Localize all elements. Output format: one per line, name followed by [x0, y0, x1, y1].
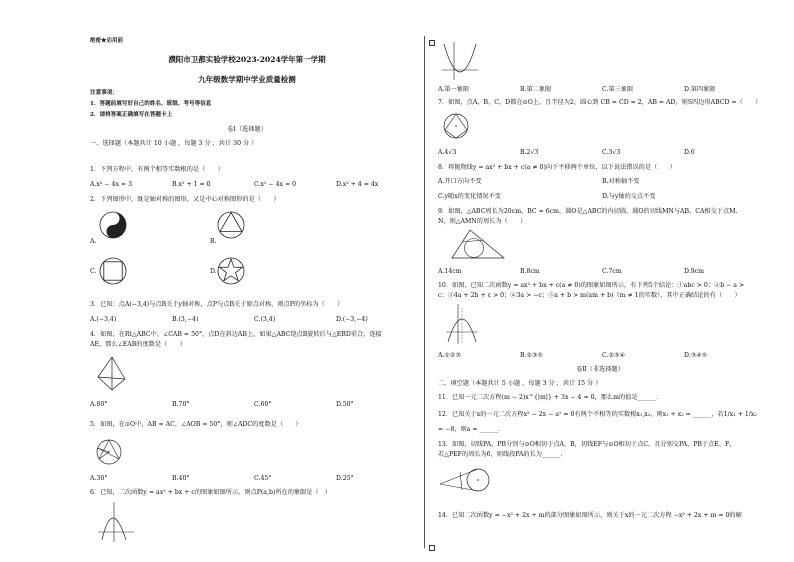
- left-column: [78, 0, 416, 562]
- q7-stem: 7．如图，点A，B，C，D都在⊙O上，且半径为2，圆心到 CB = CD = 2，AB = AD，则S四边形ABCD =（ ）: [438, 99, 762, 106]
- q5-option-d: D.25°: [336, 475, 354, 482]
- q14-stem: 14．已知二次函数y = −x² + 2x + m的部分图象如图所示，则关于x的一元二次方程 −x² + 2x + m = 0的解: [438, 512, 742, 519]
- q5-option-a: A.30°: [90, 475, 108, 482]
- section2-desc: 二、填空题（本题共计 5 小题 ，每题 3 分 ，共计 15 分 ）: [438, 380, 602, 387]
- q12-stem-line1: 12．已知关于x的一元二次方程x² − 2x − a² = 0有两个不相等的实数根x₁,x₂，则x₁ + x₂ = ______，若1/x₁ + 1/x₂: [438, 411, 757, 418]
- q2-option-b: B.: [210, 238, 217, 245]
- q9-option-d: D.9cm: [684, 268, 704, 275]
- q8-option-d: D.与y轴的交点不变: [602, 193, 656, 200]
- section1-desc: 一、选择题（本题共计 10 小题 ，每题 3 分 ，共计 30 分 ）: [90, 140, 258, 147]
- q3-option-b: B.(3,−4): [172, 316, 199, 323]
- exam-subtitle: 九年级数学期中学业质量检测: [198, 75, 296, 84]
- square-in-circle-figure: [98, 256, 128, 286]
- q8-option-c: C.y随x的变化情况不变: [438, 193, 501, 200]
- q8-stem: 8．将抛物线y = ax² + bx + c(a ≠ 0)向下平移两个单位，以下说法错误的是（ ）: [438, 164, 676, 171]
- q3-option-d: D.(−3,−4): [336, 316, 368, 323]
- q12-stem-line2: = −8，则a = ______．: [438, 426, 505, 433]
- q10-option-d: D.③④⑤: [684, 352, 708, 359]
- q9-option-b: B.8cm: [520, 268, 540, 275]
- q2-option-c: C.: [90, 268, 97, 275]
- q3-option-c: C.(3,4): [254, 316, 276, 323]
- note-1: 1．答题前填写好自己的姓名、班级、考号等信息: [90, 101, 212, 107]
- q4-option-d: D.50°: [336, 401, 354, 408]
- q10-stem-line1: 10．如图，已知二次函数y = ax² + bx + c(a ≠ 0)的图象如图所示，有下列5个结论：①abc > 0；②b − a >: [438, 282, 745, 289]
- q6-parabola-figure: [96, 500, 136, 544]
- q6-option-a: A.第一象限: [438, 86, 470, 93]
- q6-stem: 6．已知，二次函数y = ax² + bx + c的图象如图所示，则点P(a,b)所在的象限是（ ）: [90, 489, 332, 496]
- q10-option-a: A.①②③: [438, 352, 462, 359]
- q1-option-a: A.x² − 4x = 3: [90, 181, 133, 188]
- q7-option-d: D.6: [684, 149, 695, 156]
- q4-option-a: A.80°: [90, 401, 108, 408]
- exam-title: 濮阳市卫都实验学校2023-2024学年第一学期: [168, 55, 326, 64]
- q4-stem-line2: AE，那么∠EAB的度数是（ ）: [90, 341, 186, 348]
- q7-option-b: B.2√3: [520, 149, 539, 156]
- q10-option-b: B.②③⑤: [520, 352, 544, 359]
- q3-option-a: A.(−3,4): [90, 316, 117, 323]
- q10-parabola-figure: [444, 302, 480, 346]
- secret-label: 绝密★启用前: [90, 38, 124, 44]
- q3-stem: 3．已知：点A(−3,4)与点B关于y轴对称，点P与点B关于原点对称，则点P的坐标为（ ）: [90, 301, 344, 308]
- triangle-in-circle-figure: [216, 210, 246, 240]
- q4-option-c: C.60°: [254, 401, 272, 408]
- q9-stem-line1: 9．如图，△ABC周长为20cm，BC = 6cm，圆O是△ABC的内切圆，圆O的切线MN与AB，CA相交于点M、: [438, 208, 742, 215]
- column-divider: [424, 36, 425, 548]
- q1-option-d: D.x² + 4 = 4x: [336, 181, 379, 188]
- q6-option-c: C.第三象限: [602, 86, 634, 93]
- note-2: 2．请将答案正确填写在答题卡上: [90, 112, 173, 118]
- q5-option-c: C.45°: [254, 475, 272, 482]
- q2-stem: 2．下列图形中，既是轴对称的图形，又是中心对称图形的是（ ）: [90, 196, 280, 203]
- q7-option-c: C.3√3: [602, 149, 621, 156]
- q9-stem-line2: N，则△AMN的周长为（ ）: [438, 218, 527, 225]
- q5-option-b: B.40°: [172, 475, 190, 482]
- q9-option-c: C.7cm: [602, 268, 622, 275]
- q6-parabola-graph: [440, 40, 480, 82]
- q10-stem-line2: c；③4a + 2b + c > 0；④3a > −c；⑤a + b > m(am + b)（m ≠ 1的实数），其中正确结论的有（ ）: [438, 292, 741, 299]
- q4-triangle-figure: [94, 355, 128, 393]
- q6-option-d: D.第四象限: [684, 86, 716, 93]
- q13-tangent-figure: [438, 460, 498, 500]
- q9-incircle-figure: [450, 226, 506, 262]
- q4-option-b: B.70°: [172, 401, 190, 408]
- q9-option-a: A.14cm: [438, 268, 462, 275]
- section2-title: 卷Ⅱ（非选择题）: [576, 366, 624, 373]
- q4-stem-line1: 4．如图，在Rt△ABC中，∠CAB = 50°，点D在斜边AB上，如果△ABC绕点B旋转后与△EBD重合，连接: [90, 331, 382, 338]
- q8-option-a: A.开口方向不变: [438, 178, 482, 185]
- q13-stem-line1: 13．如图，切线PA、PB分别与⊙O相切于点A、B，切线EF与⊙O相切于点C，且分别交PA、PB于点E、F，: [438, 441, 736, 448]
- q8-option-b: B.对称轴不变: [602, 178, 640, 185]
- q2-option-d: D.: [210, 268, 217, 275]
- yin-yang-figure: [98, 210, 128, 240]
- q5-stem: 5．如图，在⊙O中，AB = AC，∠AOB = 50°，则∠ADC的度数是（ ）: [90, 421, 302, 428]
- q1-option-b: B.x² + 1 = 0: [172, 181, 211, 188]
- q1-option-c: C.x² − 4x = 0: [254, 181, 297, 188]
- notes-heading: 注意事项：: [90, 90, 118, 96]
- q5-circle-figure: [92, 435, 126, 469]
- q7-circle-quadrilateral-figure: [440, 110, 472, 142]
- q7-option-a: A.4√3: [438, 149, 457, 156]
- q13-stem-line2: 若△PEF的周长为6，则线段PA的长为______．: [438, 451, 567, 458]
- star-in-circle-figure: [216, 256, 246, 286]
- q1-stem: 1．下列方程中，有两个相等实数根的是（ ）: [90, 166, 224, 173]
- q6-option-b: B.第二象限: [520, 86, 552, 93]
- q10-option-c: C.②③④: [602, 352, 626, 359]
- section1-title: 卷Ⅰ（选择题）: [227, 126, 267, 133]
- q2-option-a: A.: [90, 238, 97, 245]
- right-column: [434, 0, 766, 562]
- q11-stem: 11．已知一元二次方程(m − 2)x^{|m|} + 3x − 4 = 0，那么m的值是______．: [438, 394, 663, 401]
